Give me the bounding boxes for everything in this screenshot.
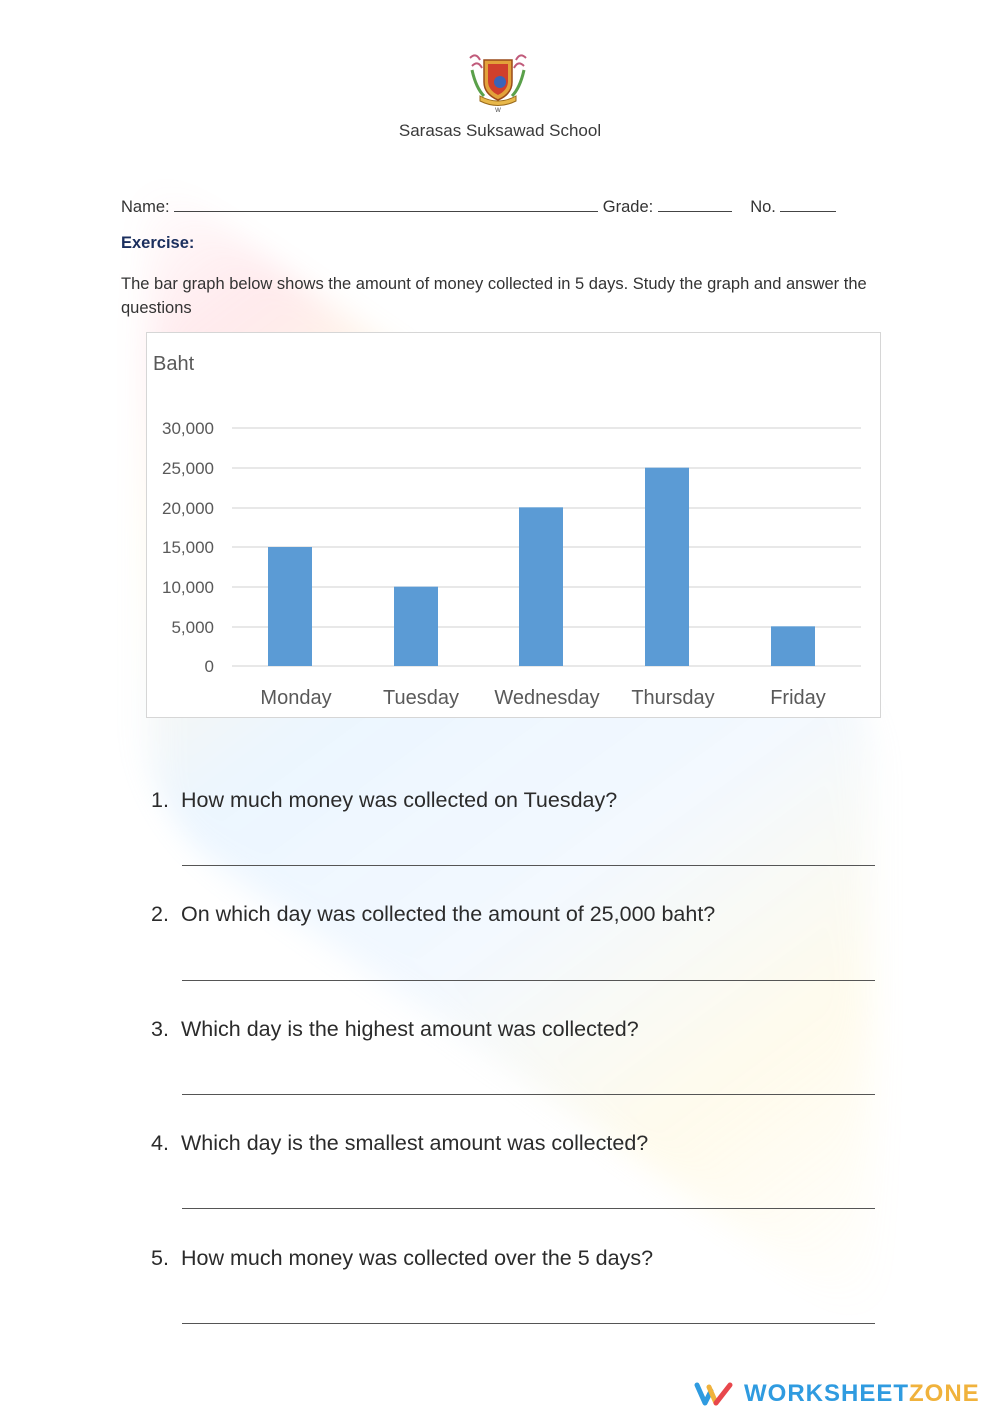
- y-tick: 30,000: [162, 419, 214, 438]
- exercise-heading: Exercise:: [121, 234, 195, 252]
- question-2: [151, 902, 715, 927]
- bar-friday: [771, 626, 815, 666]
- question-3: [151, 1017, 639, 1042]
- grade-label: Grade:: [602, 198, 654, 216]
- number-label: No.: [750, 198, 776, 216]
- y-axis-label: Baht: [153, 353, 195, 375]
- question-text: How much money was collected over the 5 days?: [181, 1246, 654, 1270]
- exercise-instructions: The bar graph below shows the amount of money collected in 5 days. Study the graph and answer the questions: [121, 275, 867, 317]
- name-field[interactable]: [174, 197, 598, 212]
- y-tick: 0: [204, 657, 214, 676]
- y-tick: 20,000: [162, 499, 214, 518]
- name-label: Name:: [121, 198, 170, 216]
- y-axis-ticks: [162, 419, 214, 676]
- question-1: [151, 788, 617, 813]
- x-tick-monday: Monday: [260, 687, 332, 709]
- question-text: How much money was collected on Tuesday?: [181, 788, 618, 812]
- x-tick-wednesday: Wednesday: [494, 687, 600, 709]
- school-name: Sarasas Suksawad School: [398, 121, 602, 140]
- answer-line-5[interactable]: [182, 1323, 875, 1324]
- y-tick: 25,000: [162, 459, 214, 478]
- bar-chart: [146, 332, 881, 718]
- worksheetzone-w-logo-icon: [694, 1381, 734, 1407]
- number-field[interactable]: [780, 197, 836, 212]
- question-5: [151, 1246, 653, 1271]
- x-axis-labels: [260, 687, 825, 709]
- question-text: On which day was collected the amount of 25,000 baht?: [181, 902, 716, 926]
- question-number: 2.: [151, 902, 169, 926]
- x-tick-thursday: Thursday: [631, 687, 715, 709]
- y-tick: 15,000: [162, 538, 214, 557]
- answer-line-2[interactable]: [182, 980, 875, 981]
- x-tick-friday: Friday: [770, 687, 826, 709]
- school-crest-icon: [462, 48, 534, 114]
- question-number: 4.: [151, 1131, 169, 1155]
- svg-text:W: W: [495, 108, 501, 114]
- question-4: [151, 1131, 648, 1156]
- grade-field[interactable]: [658, 197, 732, 212]
- worksheetzone-brand[interactable]: [694, 1378, 980, 1410]
- question-text: Which day is the smallest amount was collected?: [181, 1131, 649, 1155]
- answer-line-4[interactable]: [182, 1208, 875, 1209]
- answer-line-3[interactable]: [182, 1094, 875, 1095]
- y-tick: 5,000: [171, 618, 214, 637]
- bar-wednesday: [519, 507, 563, 666]
- bar-monday: [268, 547, 312, 666]
- question-number: 1.: [151, 788, 169, 812]
- brand-name: WORKSHEETZONE: [744, 1380, 980, 1407]
- answer-line-1[interactable]: [182, 865, 875, 866]
- bar-thursday: [645, 468, 689, 666]
- question-number: 3.: [151, 1017, 169, 1041]
- question-number: 5.: [151, 1246, 169, 1270]
- x-tick-tuesday: Tuesday: [383, 687, 459, 709]
- question-text: Which day is the highest amount was collected?: [181, 1017, 639, 1041]
- student-info-fields: [121, 197, 836, 217]
- bar-tuesday: [394, 587, 438, 666]
- bars: [268, 468, 815, 666]
- y-tick: 10,000: [162, 578, 214, 597]
